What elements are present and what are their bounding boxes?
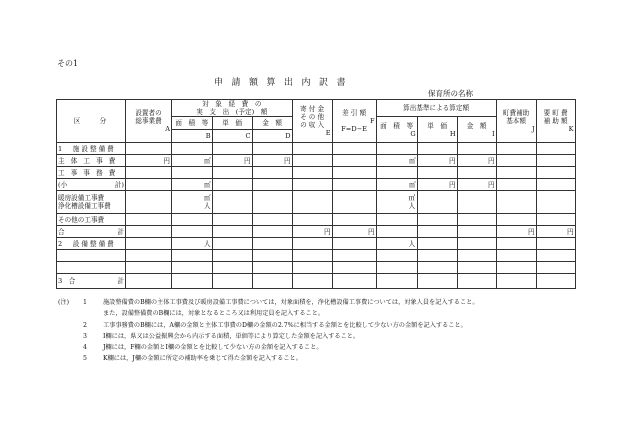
amount-i-header: 金 額 I <box>457 117 496 143</box>
row-label: 3 合 計 <box>57 274 126 289</box>
table-row: 合 計 円 円 円 円 <box>58 227 574 236</box>
row-label: (小 計) <box>58 180 124 189</box>
donation-income-header: 寄 付 金 そ の 他 の 収 入 E <box>292 100 332 143</box>
town-subsidy-base-header: 町費補助 基本額 J <box>496 100 536 143</box>
document-label: その1 <box>57 59 79 68</box>
table-row <box>57 214 576 226</box>
table-row: 主 体 工 事 費 円 ㎡ 円 円 ㎡ 円 円 <box>57 155 576 167</box>
amount-d-header: 金 額 <box>252 117 292 130</box>
facility-name-label: 保育所の名称 <box>428 89 473 98</box>
document-title: 申請額算出内訳書 <box>214 78 355 88</box>
row-label: 主 体 工 事 費 <box>57 155 126 167</box>
row-label <box>57 250 126 262</box>
row-label <box>57 262 126 274</box>
row-label: 1 施設整備費 <box>57 143 126 155</box>
row-label: 合 計 <box>58 227 124 236</box>
table-row <box>57 250 576 262</box>
d-label: D <box>252 130 292 143</box>
row-label: その他の工事費 <box>57 214 126 226</box>
area-b-header: 面 積 等 <box>172 117 213 130</box>
unit-c-header: 単 価 <box>212 117 252 130</box>
difference-header: 差 引 額 F F=D−E <box>332 100 376 143</box>
table-row: 2 設備整備費 人 人 <box>57 238 576 250</box>
table-row <box>57 167 576 179</box>
note-item: 5 K欄には，J欄の金額に所定の補助率を乗じて得た金額を記入すること。 <box>83 355 302 363</box>
total-project-cost-header: 設置者の 総事業費 A <box>126 100 172 143</box>
unit-h-header: 単 価 H <box>417 117 457 143</box>
note-item: また，設備整備費のB欄には，対象となるところ又は利用定員を記入すること。 <box>103 310 325 318</box>
application-breakdown-table <box>56 99 576 289</box>
row-label: 2 設備整備費 <box>57 238 126 250</box>
target-cost-header: 対 象 経 費 の 実 支 出 (予定) 額 <box>172 100 293 117</box>
table-row <box>57 262 576 274</box>
required-subsidy-header: 要 町 費 補 助 額 K <box>536 100 575 143</box>
b-label: B <box>172 130 213 143</box>
table-row: 暖房設備工事費 浄化槽設備工事費 ㎡ 人 ㎡ 人 <box>57 191 576 214</box>
note-item: 2 工事事務費のB欄には，A欄の金額と主体工事費のD欄の金額の2.7%に相当する金額とを比較して少ない方の金額を記入すること。 <box>83 321 467 329</box>
table-row <box>57 143 576 155</box>
c-label: C <box>212 130 252 143</box>
area-g-header: 面 積 等 G <box>376 117 417 143</box>
note-item: 4 J欄には，F欄の金額とI欄の金額とを比較して少ない方の金額を記入すること。 <box>83 344 323 352</box>
table-row: (小 計) ㎡ ㎡ 円 円 <box>57 179 576 191</box>
note-item: 3 I欄には，県又は公益振興会から内示する面積，単価等により算定した金額を記入すること。 <box>83 332 360 340</box>
table-row <box>57 274 576 289</box>
standard-calculation-header: 算出基準による算定額 <box>376 100 496 117</box>
note-item: (注) 1 施設整備費のB欄の主体工事費及び暖房設備工事費については，対象面積を，浄化槽設備工事費については，対象人員を記入すること。 <box>58 299 479 306</box>
row-label: 工 事 事 務 費 <box>57 167 126 179</box>
notes-section <box>58 297 479 365</box>
category-header: 区 分 <box>57 100 126 143</box>
row-label: 暖房設備工事費 浄化槽設備工事費 <box>57 191 126 214</box>
